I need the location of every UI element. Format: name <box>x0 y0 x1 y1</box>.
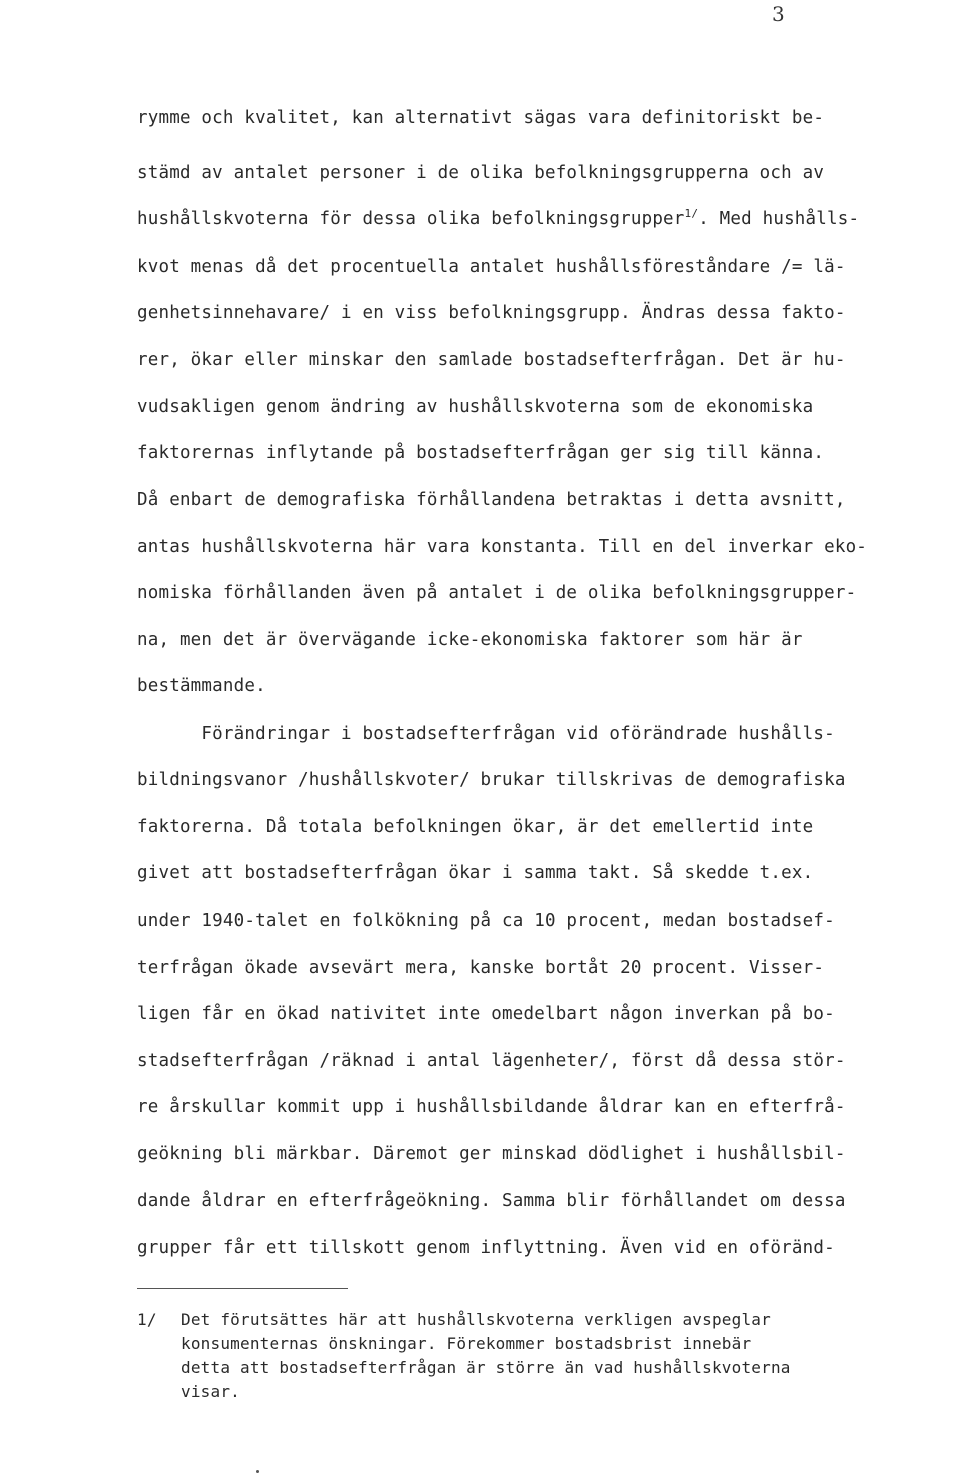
body-line: kvot menas då det procentuella antalet hushållsföreståndare /= lä- <box>137 257 846 277</box>
body-line: dande åldrar en efterfrågeökning. Samma blir förhållandet om dessa <box>137 1191 846 1211</box>
footnote-line: visar. <box>181 1382 240 1401</box>
footnote-line: detta att bostadsefterfrågan är större än vad hushållskvoterna <box>181 1358 791 1377</box>
footnote-divider <box>137 1288 348 1289</box>
body-line: na, men det är övervägande icke-ekonomiska faktorer som här är <box>137 630 803 650</box>
body-line: Förändringar i bostadsefterfrågan vid oförändrade hushålls- <box>137 724 835 744</box>
body-line: genhetsinnehavare/ i en viss befolkningsgrupp. Ändras dessa fakto- <box>137 303 846 323</box>
body-line: bestämmande. <box>137 676 266 696</box>
body-line: re årskullar kommit upp i hushållsbildande åldrar kan en efterfrå- <box>137 1097 846 1117</box>
body-line-text: hushållskvoterna för dessa olika befolkningsgrupper <box>137 209 685 229</box>
body-line: vudsakligen genom ändring av hushållskvoterna som de ekonomiska <box>137 397 814 417</box>
body-line: terfrågan ökade avsevärt mera, kanske bortåt 20 procent. Visser- <box>137 958 825 978</box>
body-line: under 1940-talet en folkökning på ca 10 procent, medan bostadsef- <box>137 911 835 931</box>
body-line: ligen får en ökad nativitet inte omedelbart någon inverkan på bo- <box>137 1004 835 1024</box>
body-line: faktorerna. Då totala befolkningen ökar, är det emellertid inte <box>137 817 814 837</box>
body-line: faktorernas inflytande på bostadsefterfrågan ger sig till känna. <box>137 443 825 463</box>
body-line: nomiska förhållanden även på antalet i de olika befolkningsgrupper- <box>137 583 857 603</box>
body-line: stadsefterfrågan /räknad i antal lägenheter/, först då dessa stör- <box>137 1051 846 1071</box>
body-line: Då enbart de demografiska förhållandena betraktas i detta avsnitt, <box>137 490 846 510</box>
body-line: bildningsvanor /hushållskvoter/ brukar tillskrivas de demografiska <box>137 770 846 790</box>
footnote-line: Det förutsättes här att hushållskvoterna verkligen avspeglar <box>181 1310 771 1329</box>
body-line: grupper får ett tillskott genom inflyttning. Även vid en oföränd- <box>137 1238 835 1258</box>
body-line: geökning bli märkbar. Däremot ger minskad dödlighet i hushållsbil- <box>137 1144 846 1164</box>
body-line-continuation: . Med hushålls- <box>698 209 860 229</box>
body-line: rer, ökar eller minskar den samlade bostadsefterfrågan. Det är hu- <box>137 350 846 370</box>
body-line: givet att bostadsefterfrågan ökar i samma takt. Så skedde t.ex. <box>137 863 814 883</box>
footnote-marker: 1/ <box>137 1310 157 1329</box>
scan-speck <box>256 1470 259 1473</box>
body-line: antas hushållskvoterna här vara konstanta. Till en del inverkar eko- <box>137 537 868 557</box>
body-line-with-footnote-ref <box>137 207 859 229</box>
page-number: 3 <box>772 2 785 26</box>
body-line: stämd av antalet personer i de olika befolkningsgrupperna och av <box>137 163 825 183</box>
footnote-ref: 1/ <box>684 207 699 220</box>
footnote-line: konsumenternas önskningar. Förekommer bostadsbrist innebär <box>181 1334 752 1353</box>
body-line: rymme och kvalitet, kan alternativt sägas vara definitoriskt be- <box>137 108 825 128</box>
